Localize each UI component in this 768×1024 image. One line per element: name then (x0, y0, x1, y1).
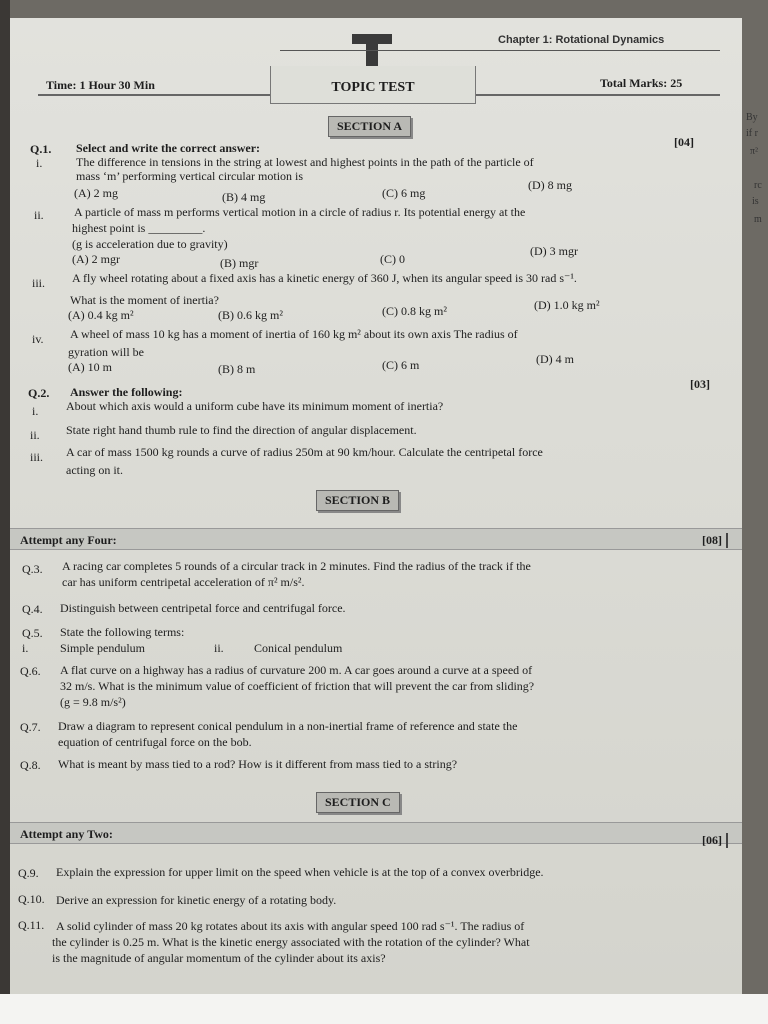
q1-iv-num: iv. (32, 332, 44, 346)
q1-iv-text1: A wheel of mass 10 kg has a moment of inertia of 160 kg m² about its own axis The radius of (70, 327, 518, 341)
q1-iv-option-d: (D) 4 m (536, 352, 574, 366)
q11-text2: the cylinder is 0.25 m. What is the kinetic energy associated with the rotation of the cylinder? What (52, 935, 530, 949)
q1-iii-option-d: (D) 1.0 kg m² (534, 298, 600, 312)
q1-iii-option-c: (C) 0.8 kg m² (382, 304, 447, 318)
margin-fragment: m (754, 214, 762, 225)
q1-ii-text2: highest point is _________. (72, 221, 206, 235)
q1-i-option-b: (B) 4 mg (222, 190, 266, 204)
q9-text1: Explain the expression for upper limit on the speed when vehicle is at the top of a convex overbridge. (56, 865, 544, 879)
test-sheet (10, 18, 742, 994)
q7-num: Q.7. (20, 720, 41, 734)
section-c-marks: [06] (702, 833, 728, 848)
q2-i-text: About which axis would a uniform cube have its minimum moment of inertia? (66, 399, 444, 413)
time-label: Time: 1 Hour 30 Min (46, 78, 155, 92)
q3-num: Q.3. (22, 562, 43, 576)
margin-fragment: if r (746, 128, 758, 139)
q1-i-text1: The difference in tensions in the string at lowest and highest points in the path of the particle of (76, 155, 534, 169)
q2-number: Q.2. (28, 386, 50, 400)
q2-instruction: Answer the following: (70, 385, 183, 399)
q10-num: Q.10. (18, 892, 45, 906)
q4-text1: Distinguish between centripetal force and centrifugal force. (60, 601, 346, 615)
q1-i-option-c: (C) 6 mg (382, 186, 426, 200)
q1-iii-option-a: (A) 0.4 kg m² (68, 308, 134, 322)
section-b-label: SECTION B (316, 490, 399, 511)
q1-marks: [04] (674, 135, 694, 149)
q3-text2: car has uniform centripetal acceleration of π² m/s². (62, 575, 305, 589)
q8-num: Q.8. (20, 758, 41, 772)
total-marks: Total Marks: 25 (600, 76, 683, 90)
q1-iii-option-b: (B) 0.6 kg m² (218, 308, 283, 322)
q10-text1: Derive an expression for kinetic energy of a rotating body. (56, 893, 337, 907)
page-left-edge (0, 0, 10, 1024)
q1-ii-text1: A particle of mass m performs vertical motion in a circle of radius r. Its potential energy at the (74, 205, 526, 219)
q5-num: Q.5. (22, 626, 43, 640)
q1-ii-option-d: (D) 3 mgr (530, 244, 578, 258)
q1-iv-option-a: (A) 10 m (68, 360, 112, 374)
q5-text1: State the following terms: (60, 625, 185, 639)
q1-iii-text2: What is the moment of inertia? (70, 293, 219, 307)
q1-i-text2: mass ‘m’ performing vertical circular motion is (76, 169, 304, 183)
q1-iv-text2: gyration will be (68, 345, 144, 359)
q9-num: Q.9. (18, 866, 39, 880)
q7-text2: equation of centrifugal force on the bob. (58, 735, 252, 749)
q2-marks: [03] (690, 377, 710, 391)
section-b-attempt: Attempt any Four: (20, 533, 117, 547)
publisher-logo (350, 32, 394, 70)
q11-text3: is the magnitude of angular momentum of the cylinder about its axis? (52, 951, 386, 965)
q5-sub-i-num: i. (22, 641, 29, 655)
chapter-title: Chapter 1: Rotational Dynamics (498, 34, 665, 46)
q1-iv-option-b: (B) 8 m (218, 362, 256, 376)
section-c-attempt: Attempt any Two: (20, 827, 113, 841)
q1-i-option-a: (A) 2 mg (74, 186, 118, 200)
q1-number: Q.1. (30, 142, 52, 156)
q1-instruction: Select and write the correct answer: (76, 141, 261, 155)
margin-fragment: By (746, 112, 758, 123)
section-c-label: SECTION C (316, 792, 400, 813)
q1-iv-option-c: (C) 6 m (382, 358, 420, 372)
margin-fragment: rc (754, 180, 762, 191)
q1-ii-text3: (g is acceleration due to gravity) (72, 237, 228, 251)
bottom-band (0, 994, 768, 1024)
q5-sub-ii-text: Conical pendulum (254, 641, 343, 655)
q3-text1: A racing car completes 5 rounds of a circular track in 2 minutes. Find the radius of the track if the (62, 559, 531, 573)
topic-test-title: TOPIC TEST (270, 66, 476, 104)
q7-text1: Draw a diagram to represent conical pendulum in a non-inertial frame of reference and state the (58, 719, 518, 733)
margin-fragment: is (752, 196, 759, 207)
section-b-marks: [08] (702, 533, 728, 548)
q11-text1: A solid cylinder of mass 20 kg rotates about its axis with angular speed 100 rad s⁻¹. The radius of (56, 919, 525, 933)
q2-iii-text: A car of mass 1500 kg rounds a curve of radius 250m at 90 km/hour. Calculate the centripetal force (66, 445, 543, 459)
q6-text2: 32 m/s. What is the minimum value of coefficient of friction that will prevent the car from sliding? (60, 679, 535, 693)
q6-text1: A flat curve on a highway has a radius of curvature 200 m. A car goes around a curve at a speed of (60, 663, 533, 677)
q6-num: Q.6. (20, 664, 41, 678)
q1-iii-num: iii. (32, 276, 46, 290)
q2-i-num: i. (32, 404, 39, 418)
q2-ii-num: ii. (30, 428, 40, 442)
q11-num: Q.11. (18, 918, 45, 932)
section-b-attempt-bar (10, 528, 742, 550)
q1-ii-option-b: (B) mgr (220, 256, 259, 270)
q5-sub-ii-num: ii. (214, 641, 224, 655)
q5-sub-i-text: Simple pendulum (60, 641, 145, 655)
q2-iii-text2: acting on it. (66, 463, 123, 477)
q4-num: Q.4. (22, 602, 43, 616)
q1-ii-num: ii. (34, 208, 44, 222)
q2-iii-num: iii. (30, 450, 44, 464)
q8-text1: What is meant by mass tied to a rod? How is it different from mass tied to a string? (58, 757, 458, 771)
q1-ii-option-a: (A) 2 mgr (72, 252, 120, 266)
q2-ii-text: State right hand thumb rule to find the direction of angular displacement. (66, 423, 417, 437)
q1-iii-text1: A fly wheel rotating about a fixed axis has a kinetic energy of 360 J, when its angular speed is 30 rad s⁻¹. (72, 271, 577, 285)
chapter-rule (280, 50, 720, 51)
section-a-label: SECTION A (328, 116, 411, 137)
margin-fragment: π² (750, 146, 759, 157)
q1-ii-option-c: (C) 0 (380, 252, 405, 266)
q1-i-num: i. (36, 156, 43, 170)
q1-i-option-d: (D) 8 mg (528, 178, 572, 192)
q6-text3: (g = 9.8 m/s²) (60, 695, 126, 709)
section-c-attempt-bar (10, 822, 742, 847)
